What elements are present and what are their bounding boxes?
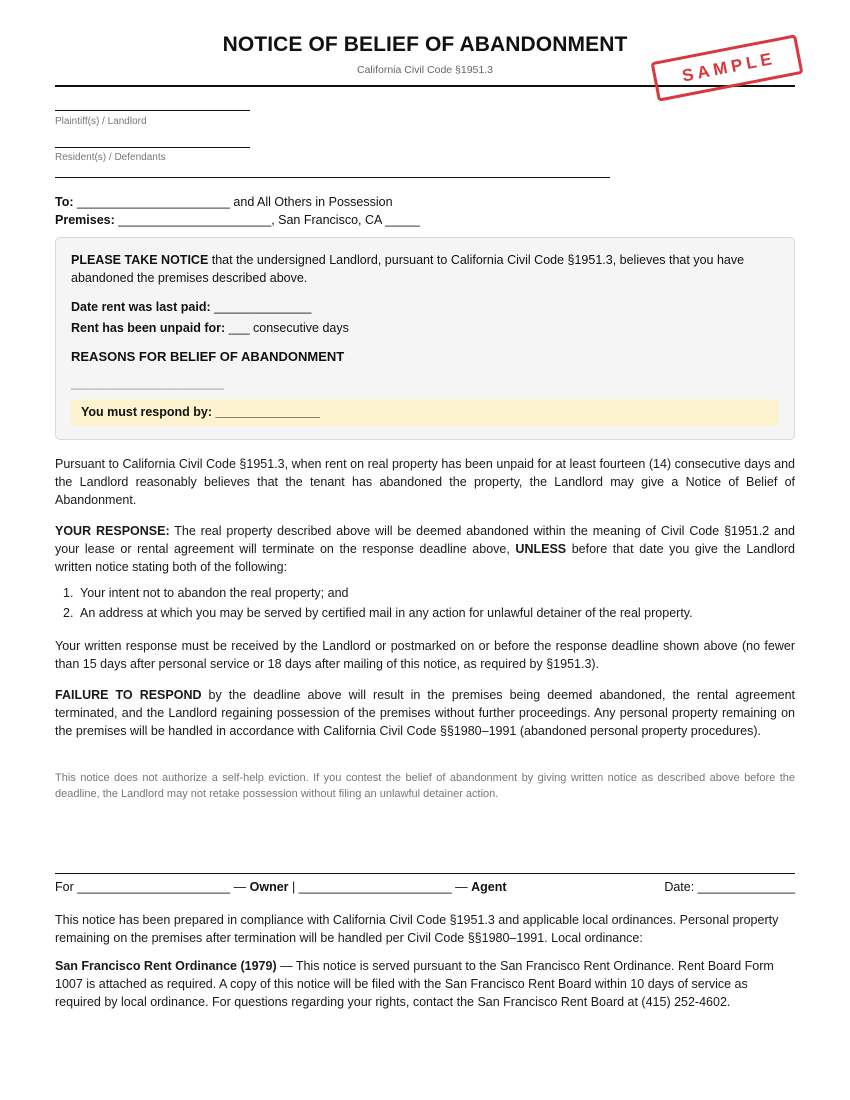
requirements-list: [55, 583, 795, 623]
signature-owner: Owner: [249, 880, 289, 894]
document-title: NOTICE OF BELIEF OF ABANDONMENT: [222, 33, 628, 56]
intro-paragraph: Pursuant to California Civil Code §1951.3, when rent on real property has been unpaid for at least fourteen (14) consecutive days and the Landlord reasonably believes that the tenant has abandoned the property, the Landlord may give a Notice of Belief of Abandonment.: [55, 457, 795, 507]
signature-for: For ______________________ —: [55, 880, 250, 894]
plaintiff-signature-line: [55, 110, 250, 111]
premises-value: ______________________, San Francisco, CA _____: [118, 213, 420, 227]
last-paid-value: ______________: [210, 300, 312, 314]
failure-bold: FAILURE TO RESPOND: [55, 688, 202, 702]
last-paid-line: [71, 298, 771, 316]
premises-line: [55, 213, 420, 227]
signature-mid: | ______________________ —: [288, 880, 472, 894]
response-paragraph: [55, 522, 795, 576]
compliance-paragraph: This notice has been prepared in compliance with California Civil Code §1951.3 and applicable local ordinances. Personal property remaining on the premises after termination will be handled per Civil Code §§1980–1991. Local ordinance:: [55, 913, 779, 945]
response-bold: YOUR RESPONSE:: [55, 524, 170, 538]
notice-lead: [71, 251, 771, 287]
response-unless: UNLESS: [515, 542, 567, 556]
response-text-1: The real property described above will be deemed abandoned within the meaning of Civil Code §1951.2 and your lease or rental agreement will terminate on the response deadline above,: [55, 524, 795, 556]
respond-by-box: You must respond by: _______________: [71, 399, 779, 426]
signature-date: Date: ______________: [664, 880, 795, 894]
caption-divider: [55, 177, 610, 178]
unpaid-line: [71, 319, 771, 337]
written-response-paragraph: Your written response must be received by the Landlord or postmarked on or before the response deadline shown above (no fewer than 15 days after personal service or 18 days after mailing of this notice, as required by §1951.3).: [55, 639, 795, 671]
resident-signature-line: [55, 147, 250, 148]
document-subtitle: California Civil Code §1951.3: [357, 64, 493, 76]
ordinance-text: — This notice is served pursuant to the San Francisco Rent Ordinance. Rent Board Form 1007 is attached as required. A copy of this notice will be filed with the San Francisco Rent Board within 10 days of service as required by local ordinance. For questions regarding your rights, contact the San Francisco Rent Board at (415) 252-4602.: [55, 959, 774, 1009]
list-item-text: Your intent not to abandon the real property; and: [80, 586, 349, 600]
list-item-text: An address at which you may be served by certified mail in any action for unlawful detainer of the real property.: [80, 606, 693, 620]
failure-text: by the deadline above will result in the premises being deemed abandoned, the rental agreement terminated, and the Landlord regaining possession of the premises without further proceedings. Any personal property remaining on the premises will be handled in accordance with California Civil Code §§1980–1991 (abandoned personal property procedures).: [55, 688, 795, 738]
resident-label: Resident(s) / Defendants: [55, 152, 166, 163]
notice-lead-bold: PLEASE TAKE NOTICE: [71, 253, 209, 267]
notice-lead-text: that the undersigned Landlord, pursuant to California Civil Code §1951.3, believes that you have abandoned the premises described above.: [71, 253, 745, 285]
to-line: [55, 195, 393, 209]
signature-agent: Agent: [471, 880, 507, 894]
notice-box: [55, 237, 795, 440]
premises-label: Premises:: [55, 213, 115, 227]
signature-divider: [55, 873, 795, 874]
to-value: ______________________ and All Others in Possession: [77, 195, 393, 209]
response-text-2: before that date you give the Landlord written notice stating both of the following:: [55, 542, 796, 574]
last-paid-label: Date rent was last paid:: [71, 300, 211, 314]
reasons-blank: ______________________: [71, 376, 224, 390]
fine-print: This notice does not authorize a self-help eviction. If you contest the belief of abandonment by giving written notice as described above before the deadline, the Landlord may not retake possession without filing an unlawful detainer action.: [55, 772, 795, 800]
reasons-heading: REASONS FOR BELIEF OF ABANDONMENT: [71, 349, 345, 364]
plaintiff-label: Plaintiff(s) / Landlord: [55, 116, 147, 127]
failure-paragraph: [55, 686, 795, 740]
signature-line: [55, 880, 795, 894]
list-item: 2. An address at which you may be served by certified mail in any action for unlawful detainer of the real property.: [63, 606, 693, 620]
to-label: To:: [55, 195, 74, 209]
ordinance-paragraph: [55, 957, 795, 1011]
list-item: 1. Your intent not to abandon the real property; and: [63, 586, 349, 600]
ordinance-bold: San Francisco Rent Ordinance (1979): [55, 959, 277, 973]
unpaid-value: ___ consecutive days: [225, 321, 349, 335]
unpaid-label: Rent has been unpaid for:: [71, 321, 226, 335]
sample-stamp: SAMPLE: [651, 34, 804, 102]
